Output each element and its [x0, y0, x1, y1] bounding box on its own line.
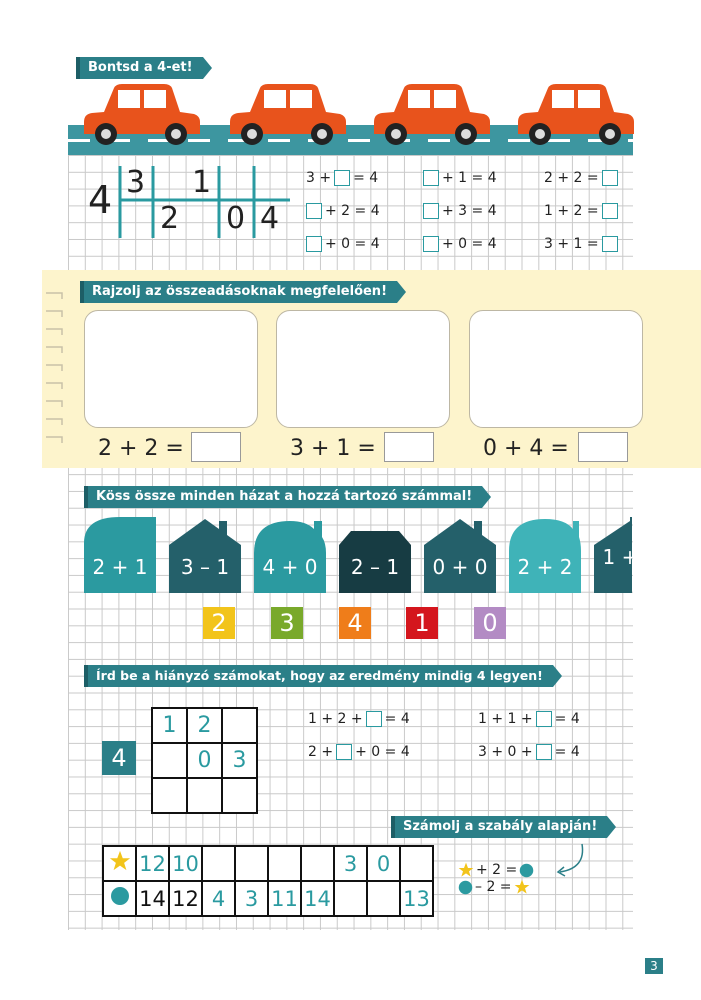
- equation: + 0 = 4: [423, 236, 497, 252]
- equation: + 2 = 4: [306, 203, 380, 219]
- house-card[interactable]: [84, 517, 156, 593]
- drawing-area[interactable]: [469, 310, 643, 428]
- grid-cell: 2: [187, 708, 222, 743]
- star-icon: [458, 862, 474, 878]
- page-number: 3: [645, 958, 663, 974]
- house-card[interactable]: [509, 517, 581, 593]
- answer-box[interactable]: [334, 170, 350, 186]
- rule-text: – 2 =: [475, 879, 512, 895]
- missing-number-grid: [151, 707, 258, 814]
- house-card[interactable]: [254, 517, 326, 593]
- equation: + 1 = 4: [423, 170, 497, 186]
- table-cell[interactable]: [334, 881, 367, 916]
- table-cell: 12: [169, 881, 202, 916]
- equation: 1 + 2 =: [544, 203, 618, 219]
- grid-cell[interactable]: [152, 743, 187, 778]
- house-card[interactable]: [169, 517, 241, 593]
- car-illustration: [228, 82, 346, 146]
- split-bottom-2: 2: [160, 201, 180, 236]
- house-card[interactable]: [339, 517, 411, 593]
- table-cell: 0: [367, 846, 400, 881]
- rule-text: + 2 =: [476, 862, 518, 878]
- table-cell: 14: [136, 881, 169, 916]
- table-cell: 3: [235, 881, 268, 916]
- answer-box[interactable]: [536, 711, 552, 727]
- rule-legend-1: [458, 862, 534, 878]
- number-tile[interactable]: 0: [474, 607, 506, 639]
- grid-cell[interactable]: [152, 778, 187, 813]
- answer-box[interactable]: [423, 170, 439, 186]
- sum-label: 2 + 2 =: [98, 436, 184, 461]
- answer-box[interactable]: [602, 236, 618, 252]
- answer-box[interactable]: [578, 432, 628, 462]
- table-cell: 14: [301, 881, 334, 916]
- drawing-area[interactable]: [276, 310, 450, 428]
- number-tile[interactable]: 3: [271, 607, 303, 639]
- car-illustration: [516, 82, 634, 146]
- equation: 3 + 0 + = 4: [478, 744, 580, 760]
- target-number-tile: 4: [102, 741, 136, 775]
- table-cell: 13: [400, 881, 433, 916]
- star-icon: [103, 846, 136, 881]
- equation: 2 + 2 =: [544, 170, 618, 186]
- answer-box[interactable]: [384, 432, 434, 462]
- equation: 1 + 1 + = 4: [478, 711, 580, 727]
- house-label: 4 + 0: [262, 555, 318, 579]
- sum-label: 3 + 1 =: [290, 436, 376, 461]
- car-illustration: [82, 82, 200, 146]
- table-cell: 3: [334, 846, 367, 881]
- answer-box[interactable]: [191, 432, 241, 462]
- sum-label: 0 + 4 =: [483, 436, 569, 461]
- table-cell: 12: [136, 846, 169, 881]
- table-cell[interactable]: [301, 846, 334, 881]
- answer-box[interactable]: [366, 711, 382, 727]
- rule-table: [102, 845, 434, 917]
- star-icon: [514, 879, 530, 895]
- car-illustration: [372, 82, 490, 146]
- equation: + 0 = 4: [306, 236, 380, 252]
- drawing-area[interactable]: [84, 310, 258, 428]
- grid-cell: 3: [222, 743, 257, 778]
- house-label: 2 – 1: [350, 555, 400, 579]
- house-label: 3 – 1: [180, 555, 230, 579]
- banner-rajzolj: Rajzolj az összeadásoknak megfelelően!: [80, 281, 397, 303]
- table-cell[interactable]: [367, 881, 400, 916]
- equation: 2 + + 0 = 4: [308, 744, 410, 760]
- equation: 1 + 2 + = 4: [308, 711, 410, 727]
- split-bottom-3: 0: [226, 201, 246, 236]
- circle-icon: [103, 881, 136, 916]
- answer-box[interactable]: [423, 203, 439, 219]
- answer-box[interactable]: [306, 203, 322, 219]
- grid-cell[interactable]: [222, 708, 257, 743]
- split-top-3: 1: [192, 165, 212, 200]
- house-label: 2 + 1: [92, 555, 148, 579]
- table-cell: 10: [169, 846, 202, 881]
- house-label: 2 + 2: [517, 555, 573, 579]
- equation: + 3 = 4: [423, 203, 497, 219]
- grid-cell: 0: [187, 743, 222, 778]
- house-card[interactable]: [424, 517, 496, 593]
- curved-arrow-icon: [552, 842, 592, 878]
- banner-szamolj: Számolj a szabály alapján!: [391, 816, 607, 838]
- grid-cell: 1: [152, 708, 187, 743]
- table-cell[interactable]: [400, 846, 433, 881]
- number-tile[interactable]: 4: [339, 607, 371, 639]
- split-top-1: 3: [126, 165, 146, 200]
- table-cell: 11: [268, 881, 301, 916]
- grid-cell[interactable]: [187, 778, 222, 813]
- answer-box[interactable]: [336, 744, 352, 760]
- number-tile[interactable]: 1: [406, 607, 438, 639]
- answer-box[interactable]: [423, 236, 439, 252]
- banner-ird-be: Írd be a hiányzó számokat, hogy az eredmény mindig 4 legyen!: [84, 665, 553, 687]
- split-bottom-4: 4: [260, 201, 280, 236]
- answer-box[interactable]: [602, 203, 618, 219]
- rule-legend-2: [458, 879, 530, 895]
- table-cell[interactable]: [268, 846, 301, 881]
- house-label: 0 + 0: [432, 555, 488, 579]
- table-cell[interactable]: [202, 846, 235, 881]
- spiral-binding-icon: [44, 285, 66, 455]
- number-tile[interactable]: 2: [203, 607, 235, 639]
- circle-icon: [519, 863, 534, 878]
- equation: 3 + 1 =: [544, 236, 618, 252]
- table-cell[interactable]: [235, 846, 268, 881]
- answer-box[interactable]: [536, 744, 552, 760]
- answer-box[interactable]: [602, 170, 618, 186]
- equation: 3 + = 4: [306, 170, 379, 186]
- table-cell: 4: [202, 881, 235, 916]
- house-label: 1 + 3: [602, 545, 658, 569]
- banner-bontsd: Bontsd a 4-et!: [76, 57, 203, 79]
- answer-box[interactable]: [306, 236, 322, 252]
- grid-cell[interactable]: [222, 778, 257, 813]
- banner-koss: Köss össze minden házat a hozzá tartozó számmal!: [84, 486, 482, 508]
- circle-icon: [458, 880, 473, 895]
- big-number: 4: [88, 178, 113, 222]
